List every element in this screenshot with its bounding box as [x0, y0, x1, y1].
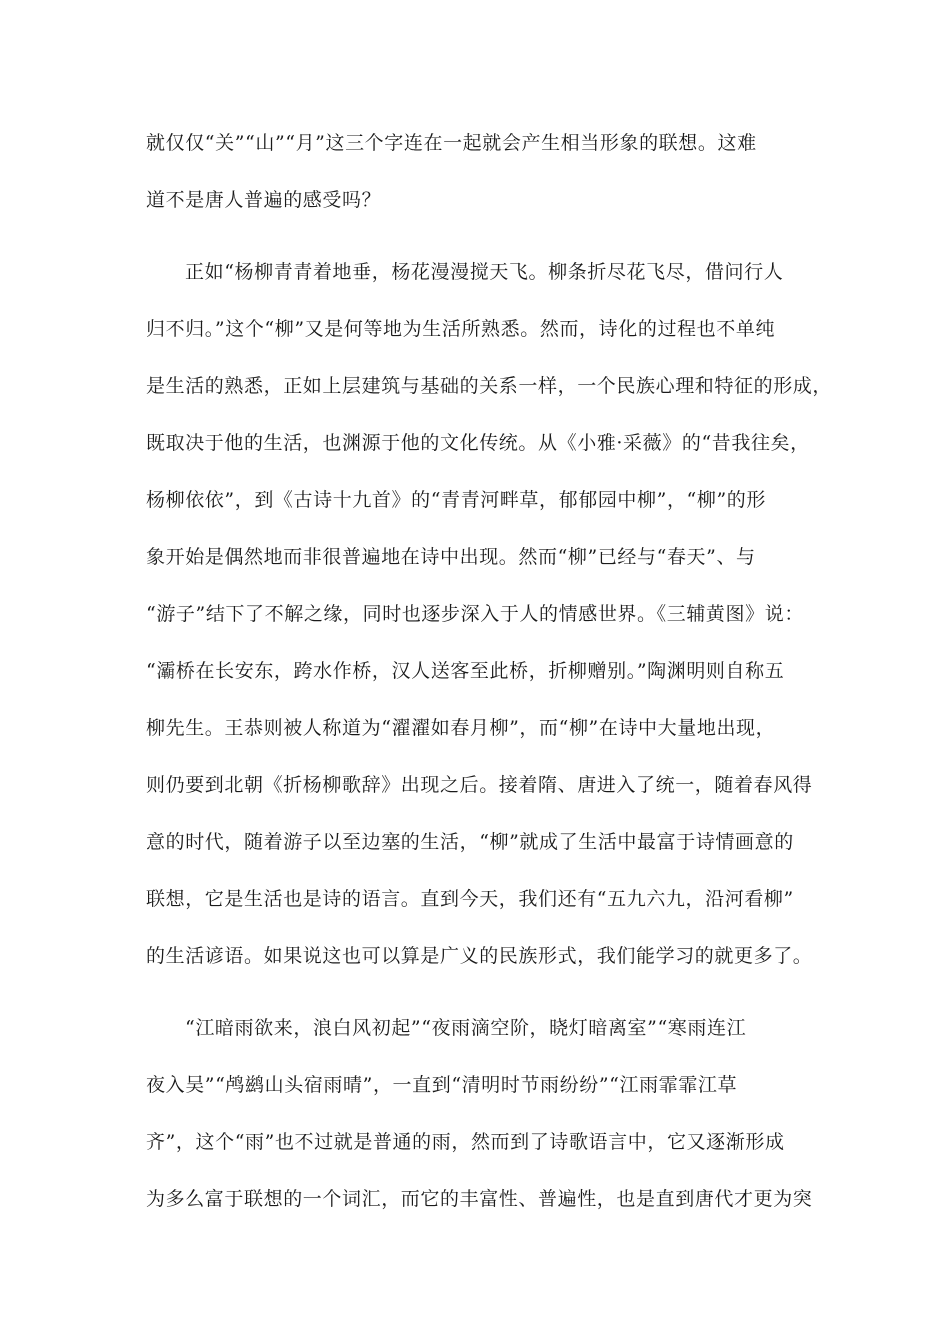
text-line: 则仍要到北朝《折杨柳歌辞》出现之后。接着隋、唐进入了统一，随着春风得	[146, 774, 813, 796]
text-line: 柳先生。王恭则被人称道为“濯濯如春月柳”，而“柳”在诗中大量地出现，	[146, 717, 776, 739]
text-line: 意的时代，随着游子以至边塞的生活，“柳”就成了生活中最富于诗情画意的	[146, 831, 794, 853]
text-line: 既取决于他的生活，也渊源于他的文化传统。从《小雅·采薇》的“昔我往矣，	[146, 432, 810, 454]
paragraph-first-line: “江暗雨欲来，浪白风初起”“夜雨滴空阶，晓灯暗离室”“寒雨连江	[185, 1017, 747, 1039]
text-line: 象开始是偶然地而非很普遍地在诗中出现。然而“柳”已经与“春天”、与	[146, 546, 756, 568]
text-line: 为多么富于联想的一个词汇，而它的丰富性、普遍性，也是直到唐代才更为突	[146, 1188, 813, 1210]
text-line: 就仅仅“关”“山”“月”这三个字连在一起就会产生相当形象的联想。这难	[146, 132, 757, 154]
text-line: 齐”，这个“雨”也不过就是普通的雨，然而到了诗歌语言中，它又逐渐形成	[146, 1131, 785, 1153]
paragraph-first-line: 正如“杨柳青青着地垂，杨花漫漫搅天飞。柳条折尽花飞尽，借问行人	[185, 261, 784, 283]
text-line: 的生活谚语。如果说这也可以算是广义的民族形式，我们能学习的就更多了。	[146, 945, 813, 967]
text-line: 夜入吴”“鸬鹚山头宿雨晴”，一直到“清明时节雨纷纷”“江雨霏霏江草	[146, 1074, 738, 1096]
text-line: 道不是唐人普遍的感受吗？	[146, 189, 382, 211]
text-line: “游子”结下了不解之缘，同时也逐步深入于人的情感世界。《三辅黄图》说：	[146, 603, 804, 625]
text-line: 归不归。”这个“柳”又是何等地为生活所熟悉。然而，诗化的过程也不单纯	[146, 318, 776, 340]
text-line: 是生活的熟悉，正如上层建筑与基础的关系一样，一个民族心理和特征的形成，	[146, 375, 833, 397]
text-line: 杨柳依依”，到《古诗十九首》的“青青河畔草，郁郁园中柳”，“柳”的形	[146, 489, 766, 511]
text-line: 联想，它是生活也是诗的语言。直到今天，我们还有“五九六九，沿河看柳”	[146, 888, 794, 910]
text-line: “灞桥在长安东，跨水作桥，汉人送客至此桥，折柳赠别。”陶渊明则自称五	[146, 660, 785, 682]
